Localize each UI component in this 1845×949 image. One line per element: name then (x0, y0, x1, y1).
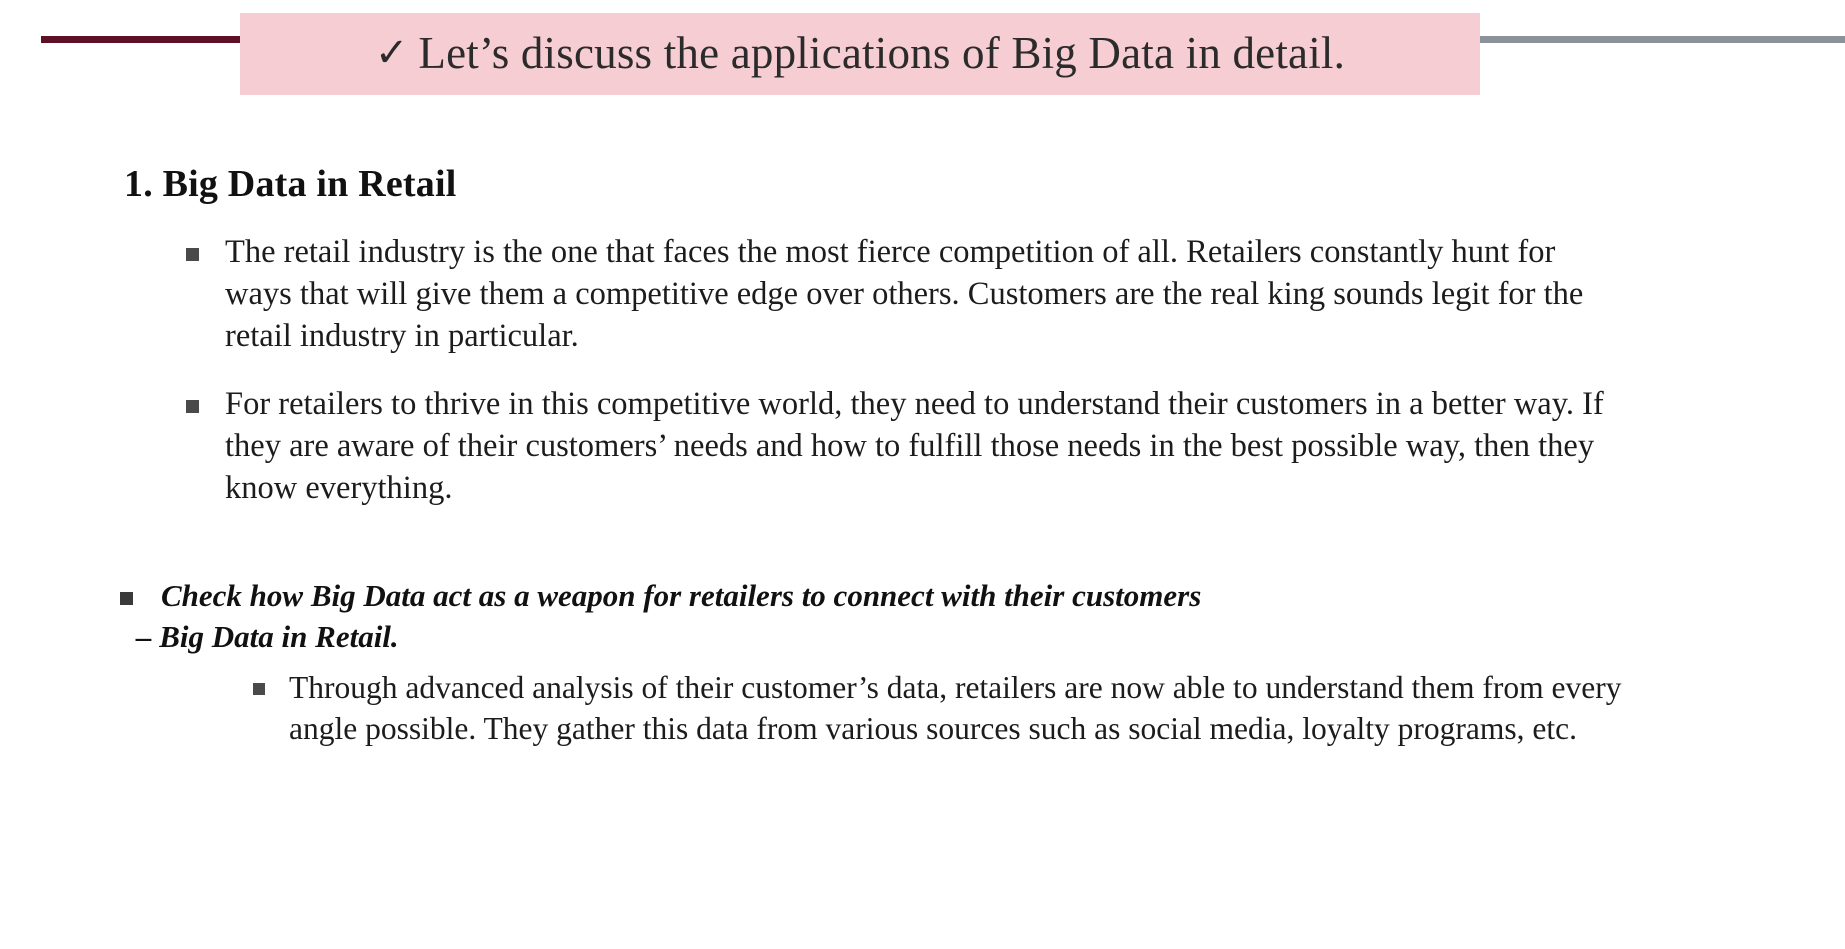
emphasis-line-1: Check how Big Data act as a weapon for retailers to connect with their customers (161, 578, 1202, 613)
header-rule-left (41, 36, 246, 43)
bullet-text: The retail industry is the one that faces the most fierce competition of all. Retailers constantly hunt for ways that will give them a competitive edge over others. Customers are the real king sounds legit for the retail industry in particular. (225, 234, 1584, 354)
bullet-list-level1 (186, 232, 1616, 536)
slide-header (0, 0, 1845, 110)
slide-title: Let’s discuss the applications of Big Data in detail. (418, 28, 1346, 79)
square-bullet-icon (120, 592, 133, 605)
sub-bullet-list (253, 667, 1653, 750)
sub-bullet-text: Through advanced analysis of their customer’s data, retailers are now able to understand them from every angle possible. They gather this data from various sources such as social media, loyalty programs, etc. (289, 670, 1622, 747)
emphasis-line-2: – Big Data in Retail. (136, 618, 399, 654)
square-bullet-icon (186, 400, 199, 413)
square-bullet-icon (253, 683, 265, 695)
list-item (253, 667, 1653, 750)
square-bullet-icon (186, 248, 199, 261)
title-banner (240, 13, 1480, 95)
list-item (186, 384, 1616, 510)
bullet-text: For retailers to thrive in this competitive world, they need to understand their customers in a better way. If they are aware of their customers’ needs and how to fulfill those needs in the best possible way, then they know everything. (225, 385, 1604, 506)
list-item (186, 232, 1616, 358)
check-icon: ✓ (374, 29, 409, 75)
emphasis-text (136, 576, 1202, 657)
emphasis-block (120, 576, 1720, 657)
list-item (120, 576, 1720, 657)
section-heading: 1. Big Data in Retail (124, 163, 457, 205)
slide-body (0, 110, 1845, 949)
header-rule-right (1480, 36, 1845, 43)
